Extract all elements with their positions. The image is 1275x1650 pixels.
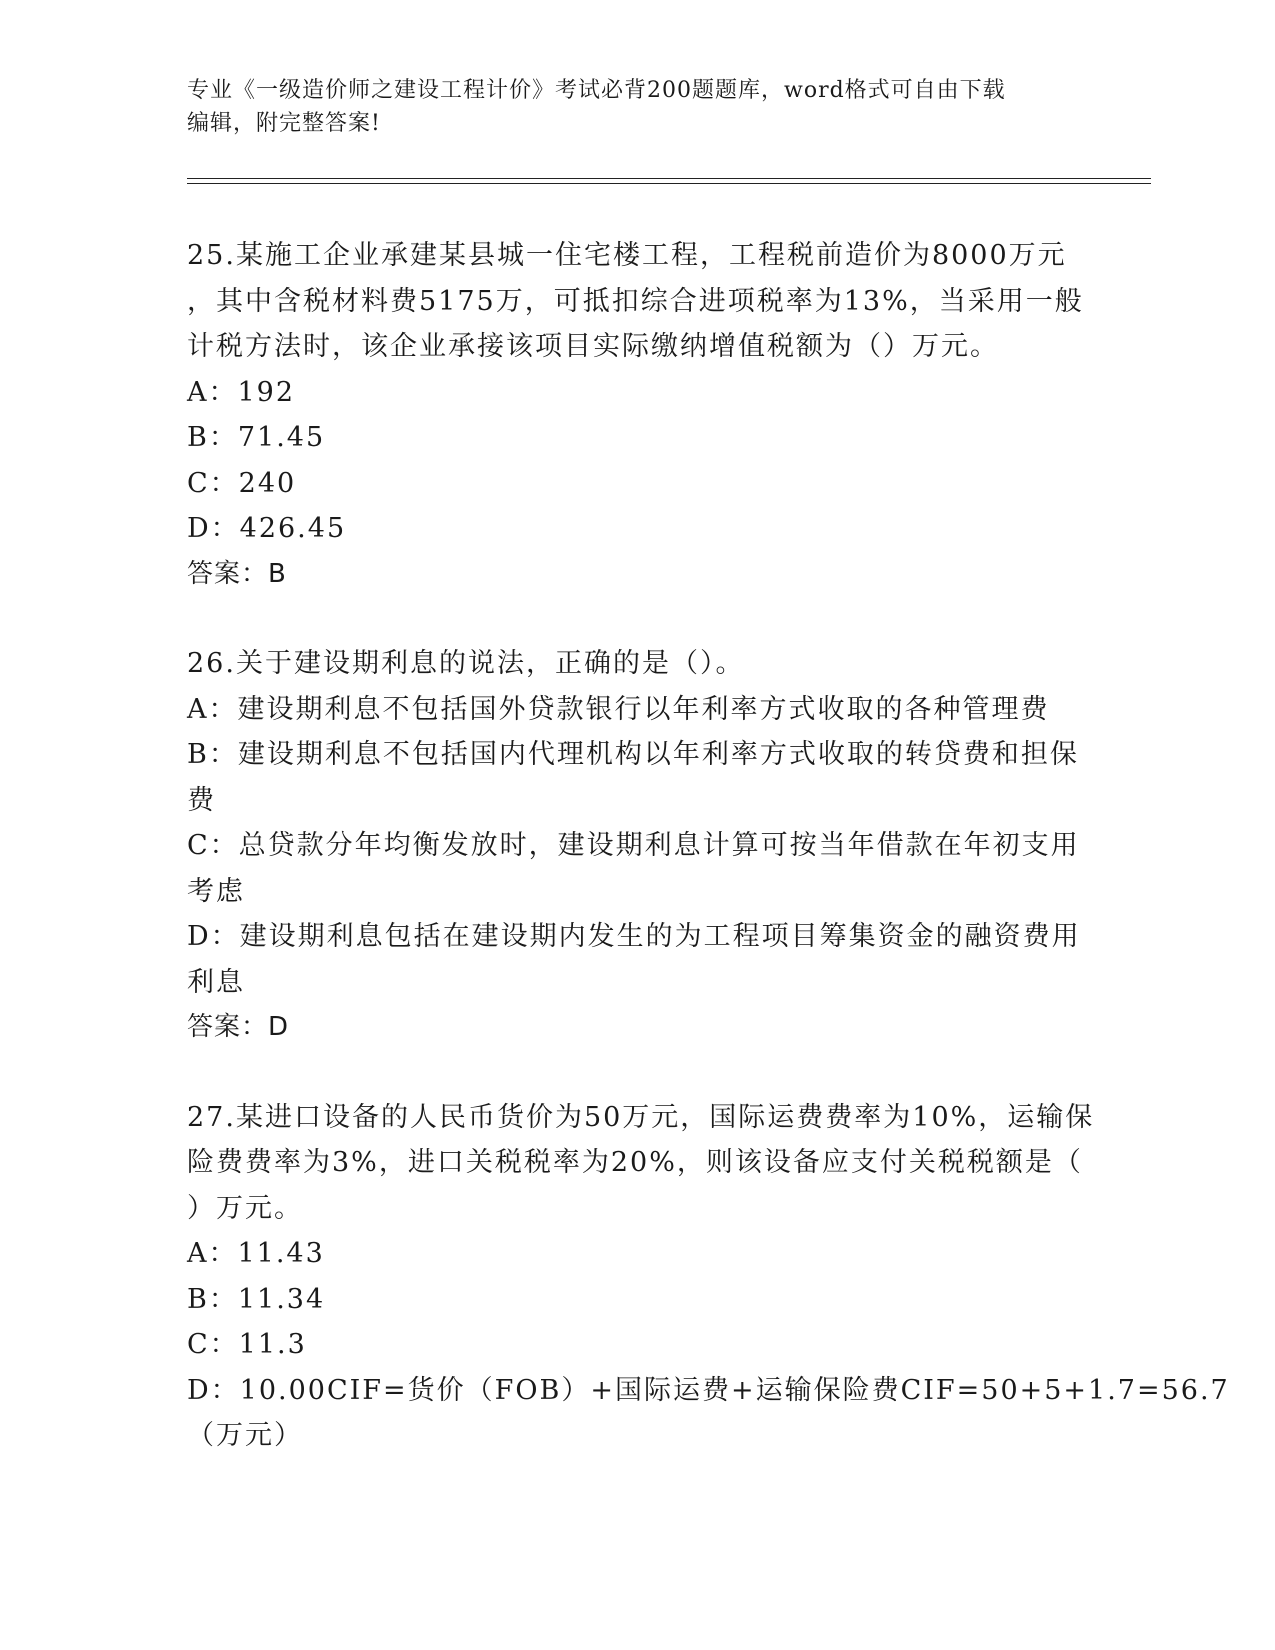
header-divider-top bbox=[187, 178, 1151, 179]
option-line: B：71.45 bbox=[187, 422, 326, 453]
option-line: 费 bbox=[187, 784, 216, 816]
stem-line: 27.某进口设备的人民币货价为50万元，国际运费费率为10%，运输保 bbox=[187, 1101, 1095, 1133]
option-line: B：11.34 bbox=[187, 1283, 326, 1315]
option-line: D：426.45 bbox=[187, 513, 347, 544]
stem-line: 26.关于建设期利息的说法，正确的是（）。 bbox=[187, 648, 745, 679]
option-B bbox=[187, 732, 1079, 823]
question-1 bbox=[187, 233, 1084, 597]
option-A bbox=[187, 1231, 1067, 1277]
option-line: B：建设期利息不包括国内代理机构以年利率方式收取的转贷费和担保 bbox=[187, 739, 1079, 770]
option-D bbox=[187, 1368, 1230, 1459]
option-line: 考虑 bbox=[187, 875, 245, 907]
option-C bbox=[187, 1322, 1067, 1368]
header-line-2: 编辑，附完整答案! bbox=[187, 111, 381, 136]
stem-line: ）万元。 bbox=[187, 1192, 303, 1224]
option-line: C：总贷款分年均衡发放时，建设期利息计算可按当年借款在年初支用 bbox=[187, 830, 1080, 861]
document-header bbox=[187, 74, 1067, 140]
stem-line: ，其中含税材料费5175万，可抵扣综合进项税率为13%，当采用一般 bbox=[187, 285, 1084, 317]
stem-line: 计税方法时，该企业承接该项目实际缴纳增值税额为（）万元。 bbox=[187, 331, 999, 362]
answer-label: 答案：B bbox=[187, 558, 287, 589]
option-line: C：11.3 bbox=[187, 1329, 307, 1360]
option-C bbox=[187, 823, 1080, 914]
question-3 bbox=[187, 1095, 1230, 1459]
answer-label: 答案：D bbox=[187, 1012, 290, 1042]
option-line: D：10.00CIF=货价（FOB）+国际运费+运输保险费CIF=50+5+1.7=56.7 bbox=[187, 1374, 1230, 1406]
header-divider-bottom bbox=[187, 183, 1151, 184]
question-stem bbox=[187, 233, 1084, 370]
header-line-1: 专业《一级造价师之建设工程计价》考试必背200题题库，word格式可自由下载 bbox=[187, 78, 1006, 103]
stem-line: 险费费率为3%，进口关税税率为20%，则该设备应支付关税税额是（ bbox=[187, 1147, 1083, 1178]
question-stem bbox=[187, 641, 1067, 687]
option-D bbox=[187, 914, 1081, 1005]
option-line: （万元） bbox=[187, 1420, 303, 1451]
option-A bbox=[187, 687, 1067, 733]
option-line: D：建设期利息包括在建设期内发生的为工程项目筹集资金的融资费用 bbox=[187, 921, 1081, 952]
question-stem bbox=[187, 1095, 1095, 1232]
option-C bbox=[187, 461, 1067, 507]
question-2 bbox=[187, 641, 1081, 1051]
option-B bbox=[187, 415, 1067, 461]
option-B bbox=[187, 1277, 1067, 1323]
stem-line: 25.某施工企业承建某县城一住宅楼工程，工程税前造价为8000万元 bbox=[187, 240, 1067, 271]
option-line: 利息 bbox=[187, 966, 245, 998]
option-A bbox=[187, 370, 1067, 416]
option-line: A：192 bbox=[187, 376, 296, 408]
option-line: A：11.43 bbox=[187, 1238, 325, 1269]
option-line: C：240 bbox=[187, 467, 297, 499]
question-list bbox=[187, 233, 1230, 1503]
option-line: A：建设期利息不包括国外贷款银行以年利率方式收取的各种管理费 bbox=[187, 693, 1050, 725]
option-D bbox=[187, 506, 1067, 552]
